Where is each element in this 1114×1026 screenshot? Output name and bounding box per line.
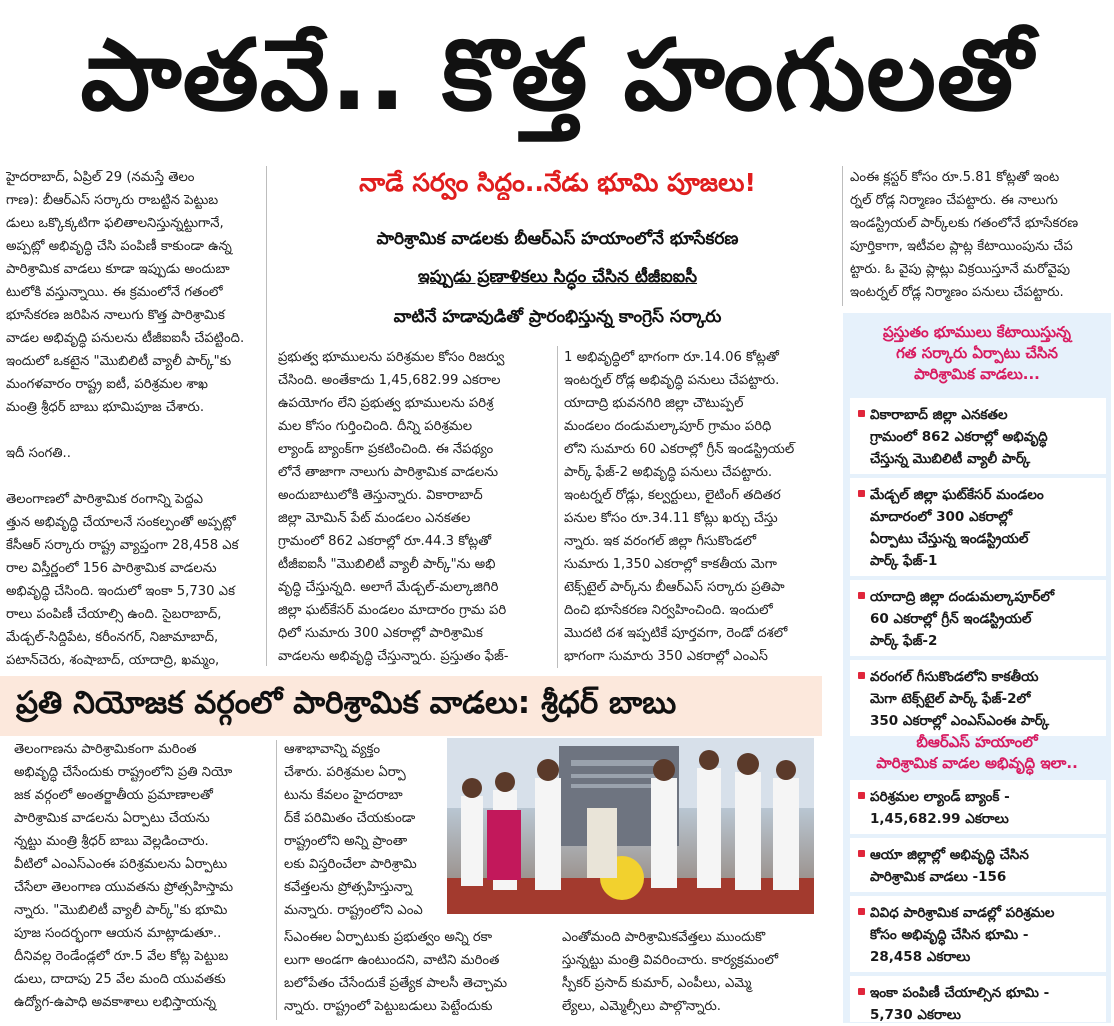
- subheadline-red: నాడే సర్వం సిద్ధం..నేడు భూమి పూజలు!: [359, 168, 756, 197]
- story2-column-1: తెలంగాణను పారిశ్రామికంగా మరింత అభివృద్ధి చేసేందుకు రాష్ట్రంలోని ప్రతి నియో జక వర్గంలో అంతర్జాతీయ ప్రమాణాలతో పారిశ్రామిక వాడలను ఏర్పాటు చేయను న్నట్టు మంత్రి శ్రీధర్ బాబు వెల్లడించారు. వీటిలో ఎంఎస్ఎంఈ పరిశ్రమలను ఏర్పాటు చేసేలా తెలంగాణ యువతను ప్రోత్సహిస్తామ న్నారు. "మొబిలిటీ వ్యాలీ పార్క్"కు భూమి పూజ సందర్భంగా ఆయన మాట్లాడుతూ.. దీనివల్ల రెండేండ్లలో రూ.5 వేల కోట్ల పెట్టుబ డులు, దాదాపు 25 వేల మంది యువతకు ఉద్యోగ-ఉపాధి అవకాశాలు లభిస్తాయన్న: [14, 742, 234, 1010]
- subheadline-line-3: వాటినే హడావుడితో ప్రారంభిస్తున్న కాంగ్రెస్ సర్కారు: [393, 307, 722, 327]
- page-headline: పాతవే.. కొత్త హంగులతో: [80, 19, 1034, 133]
- subheadline-line-2: ఇప్పుడు ప్రణాళికలు సిద్ధం చేసిన టీజీఐఐసీ: [417, 267, 698, 287]
- column-divider: [266, 166, 267, 666]
- subheadline-line-1: పారిశ్రామిక వాడలకు బీఆర్ఎస్ హయాంలోనే భూసేకరణ: [376, 229, 739, 249]
- sidebar-list-item: వివిధ పారిశ్రామిక వాడల్లో పరిశ్రమల కోసం అభివృద్ధి చేసిన భూమి - 28,458 ఎకరాలు: [850, 896, 1106, 972]
- article-column-3: 1 అభివృద్ధిలో భాగంగా రూ.14.06 కోట్లతో ఇంటర్నల్ రోడ్ల అభివృద్ధి పనులు చేపట్టారు. యాదాద్రి భువనగిరి జిల్లా చౌటుప్పల్ మండలం దండుమల్కాపూర్ గ్రామం పరిధి లోని సుమారు 60 ఎకరాల్లో గ్రీన్ ఇండస్ట్రియల్ పార్క్ ఫేజ్-2 అభివృద్ధి పనులు చేపట్టారు. ఇంటర్నల్ రోడ్లు, కల్వర్టులు, లైటింగ్ తదితర పనుల కోసం రూ.34.11 కోట్లు ఖర్చు చేస్తు న్నారు. ఇక వరంగల్ జిల్లా గీసుకొండలో సుమారు 1,350 ఎకరాల్లో కాకతీయ మెగా టెక్స్‌టైల్ పార్క్‌ను బీఆర్ఎస్ సర్కారు ప్రతిపా దించి భూసేకరణ నిర్వహించింది. ఇందులో మొదటి దశ ఇప్పటికే పూర్తవగా, రెండో దశలో భాగంగా సుమారు 350 ఎకరాల్లో ఎంఎస్: [564, 350, 795, 664]
- story2-column-3b: ఎంతోమంది పారిశ్రామికవేత్తలు ముందుకొ స్తున్నట్టు మంత్రి వివరించారు. కార్యక్రమంలో స్పీకర్ ప్రసాద్ కుమార్, ఎంపీలు, ఎమ్మె ల్యేలు, ఎమ్మెల్సీలు పాల్గొన్నారు.: [562, 930, 779, 1014]
- event-photo: [447, 738, 814, 914]
- sidebar-heading-2: బీఆర్ఎస్ హయాంలో పారిశ్రామిక వాడల అభివృద్ధి ఇలా..: [876, 733, 1078, 772]
- story2-column-2a: ఆశాభావాన్ని వ్యక్తం చేశారు. పరిశ్రమల ఏర్పా టును కేవలం హైదరాబా ద్‌కే పరిమితం చేయకుండా రాష్ట్రంలోని అన్ని ప్రాంతా లకు విస్తరించేలా పారిశ్రామి కవేత్తలను ప్రోత్సహిస్తున్నా మన్నారు. రాష్ట్రంలోని ఎంఎ: [284, 742, 423, 918]
- sidebar-heading-1: ప్రస్తుతం భూములు కేటాయిస్తున్న గత సర్కారు ఏర్పాటు చేసిన పారిశ్రామిక వాడలు...: [882, 323, 1071, 383]
- sidebar-list-item: ఇంకా పంపిణీ చేయాల్సిన భూమి - 5,730 ఎకరాలు: [850, 976, 1106, 1022]
- sidebar-list-item: పరిశ్రమల ల్యాండ్ బ్యాంక్ - 1,45,682.99 ఎకరాలు: [850, 780, 1106, 834]
- story2-column-2b: స్ఎంఈల ఏర్పాటుకు ప్రభుత్వం అన్ని రకా లుగా అండగా ఉంటుందని, వాటిని మరింత బలోపేతం చేసేందుకే ప్రత్యేక పాలసీ తెచ్చామ న్నారు. రాష్ట్రంలో పెట్టుబడులు పెట్టేందుకు: [284, 930, 508, 1014]
- sidebar-list-item: ఆయా జిల్లాల్లో అభివృద్ధి చేసిన పారిశ్రామిక వాడలు -156: [850, 838, 1106, 892]
- photo-placeholder: [447, 738, 814, 914]
- story-band-title: ప్రతి నియోజక వర్గంలో పారిశ్రామిక వాడలు: శ్రీధర్ బాబు: [16, 684, 677, 721]
- story-band: [0, 676, 822, 736]
- column-divider: [557, 346, 558, 668]
- article-column-2: ప్రభుత్వ భూములను పరిశ్రమల కోసం రిజర్వు చేసింది. అంతేకాదు 1,45,682.99 ఎకరాల ఉపయోగం లేని ప్రభుత్వ భూములను పరిశ్ర మల కోసం గుర్తించింది. దీన్ని పరిశ్రమల ల్యాండ్ బ్యాంక్‌గా ప్రకటించింది. ఈ నేపథ్యం లోనే తాజాగా నాలుగు పారిశ్రామిక వాడలను అందుబాటులోకి తెస్తున్నారు. వికారాబాద్ జిల్లా మోమిన్ పేట్ మండలం ఎనకతల గ్రామంలో 862 ఎకరాల్లో రూ.44.3 కోట్లతో టీజీఐఐసీ "మొబిలిటీ వ్యాలీ పార్క్"ను అభి వృద్ధి చేస్తున్నది. అలాగే మేడ్చల్-మల్కాజిగిరి జిల్లా ఘట్‌కేసర్ మండలం మాదారం గ్రామ పరి ధిలో సుమారు 300 ఎకరాల్లో పారిశ్రామిక వాడలను అభివృద్ధి చేస్తున్నారు. ప్రస్తుతం ఫేజ్-: [278, 350, 509, 664]
- sidebar-list-item: వికారాబాద్ జిల్లా ఎనకతల గ్రామంలో 862 ఎకరాల్లో అభివృద్ధి చేస్తున్న మొబిలిటీ వ్యాలీ పార్క్: [850, 398, 1106, 474]
- column-divider: [276, 740, 277, 1020]
- sidebar-list-item: వరంగల్ గీసుకొండలోని కాకతీయ మెగా టెక్స్‌టైల్ పార్క్ ఫేజ్-2లో 350 ఎకరాల్లో ఎంఎస్ఎంఈ పార్క్: [850, 660, 1106, 736]
- column-divider: [842, 166, 843, 306]
- sidebar-list-item: మేడ్చల్ జిల్లా ఘట్‌కేసర్ మండలం మాదారంలో 300 ఎకరాల్లో ఏర్పాటు చేస్తున్న ఇండస్ట్రియల్ పార్క్ ఫేజ్-1: [850, 478, 1106, 576]
- article-column-4: ఎంఈ క్లస్టర్ కోసం రూ.5.81 కోట్లతో ఇంట ర్నల్ రోడ్ల నిర్మాణం చేపట్టారు. ఈ నాలుగు ఇండస్ట్రియల్ పార్క్‌లకు గతంలోనే భూసేకరణ పూర్తికాగా, ఇటీవల ప్లాట్ల కేటాయింపును చేప ట్టారు. ఓ వైపు ప్లాట్లు విక్రయిస్తూనే మరోవైపు ఇంటర్నల్ రోడ్ల నిర్మాణం పనులు చేపట్టారు.: [850, 170, 1079, 300]
- sidebar-list-item: యాదాద్రి జిల్లా దండుమల్కాపూర్‌లో 60 ఎకరాల్లో గ్రీన్ ఇండస్ట్రియల్ పార్క్ ఫేజ్-2: [850, 580, 1106, 656]
- article-column-1: హైదరాబాద్, ఏప్రిల్ 29 (నమస్తే తెలం గాణ): బీఆర్ఎస్ సర్కారు రాబట్టిన పెట్టుబ డులు ఒక్కొక్కటిగా ఫలితాలనిస్తున్నట్టుగానే, అప్పట్లో అభివృద్ధి చేసి పంపిణీ కాకుండా ఉన్న పారిశ్రామిక వాడలు కూడా ఇప్పుడు అందుబా టులోకి వస్తున్నాయి. ఈ క్రమంలోనే గతంలో భూసేకరణ జరిపిన నాలుగు కొత్త పారిశ్రామిక వాడల అభివృద్ధి పనులను టీజీఐఐసీ చేపట్టింది. ఇందులో ఒకటైన "మొబిలిటీ వ్యాలీ పార్క్"కు మంగళవారం రాష్ట్ర ఐటీ, పరిశ్రమల శాఖ మంత్రి శ్రీధర్ బాబు భూమిపూజ చేశారు. ఇదీ సంగతి.. తెలంగాణలో పారిశ్రామిక రంగాన్ని పెద్దఎ త్తున అభివృద్ధి చేయాలనే సంకల్పంతో అప్పట్లో కేసీఆర్ సర్కారు రాష్ట్ర వ్యాప్తంగా 28,458 ఎక రాల విస్తీర్ణంలో 156 పారిశ్రామిక వాడలను అభివృద్ధి చేసింది. ఇందులో ఇంకా 5,730 ఎక రాలు పంపిణీ చేయాల్సి ఉంది. సైబరాబాద్, మేడ్చల్-సిద్దిపేట, కరీంనగర్, నిజామాబాద్, పటాన్‌చెరు, శంషాబాద్, యాదాద్రి, ఖమ్మం,: [6, 170, 245, 668]
